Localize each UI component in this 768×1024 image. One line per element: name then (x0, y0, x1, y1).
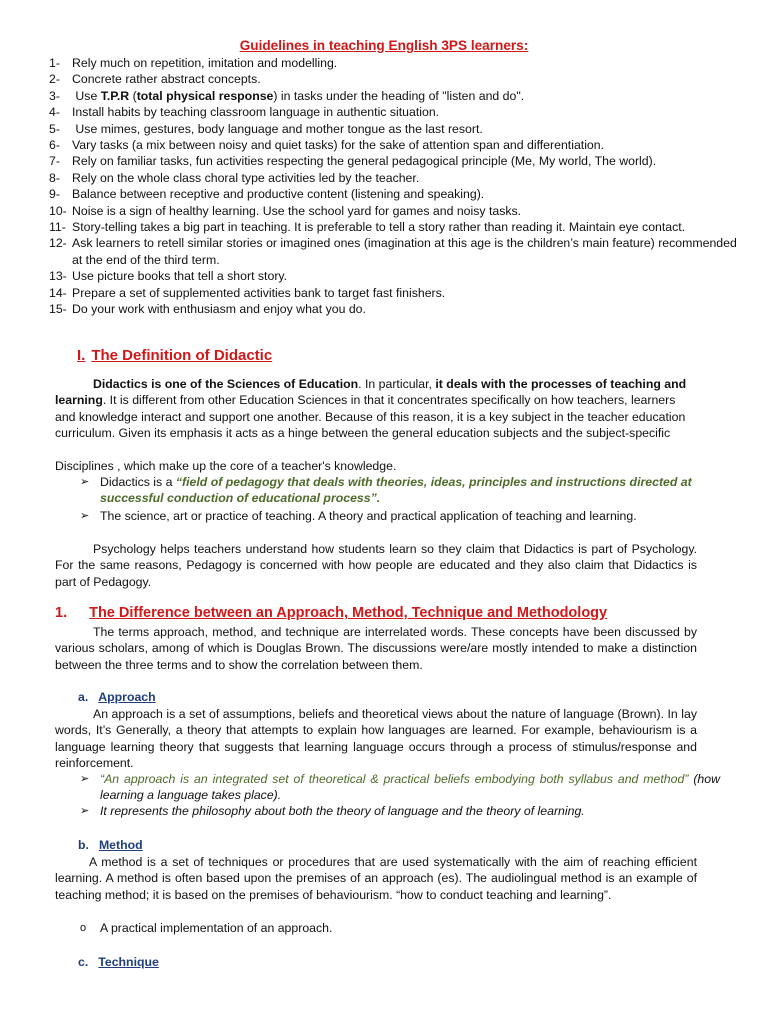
bullet-item: ➢ Didactics is a “field of pedagogy that deals with theories, ideas, principles and instructions directed at successful conduction of educational process”. (80, 475, 692, 506)
bullet-item: ➢ It represents the philosophy about both the theory of language and the theory of learning. (80, 804, 585, 818)
list-item: 8- Rely on the whole class choral type activities led by the teacher. (49, 170, 420, 185)
approach-paragraph: An approach is a set of assumptions, beliefs and theoretical views about the nature of language (Brown). In lay words, It’s Generally, a theory that attempts to explain how languages are learned. For example, behaviourism is a language learning theory that suggests that learning language occurs through a process of stimulus/response and reinforcement. (55, 707, 697, 771)
list-item: 5- Use mimes, gestures, body language and mother tongue as the last resort. (49, 121, 483, 136)
arrow-bullet-icon: ➢ (80, 773, 90, 785)
arrow-bullet-icon: ➢ (80, 805, 90, 817)
list-item: 13- Use picture books that tell a short story. (49, 269, 288, 284)
method-paragraph: A method is a set of techniques or procedures that are used systematically with the aim of reaching efficient learning. A method is often based upon the premises of an approach (es). The audiolingual method is an example of teaching method; it is based on the premises of behaviourism. “how to conduct teaching and learning”. (55, 855, 697, 902)
list-item: 11- Story-telling takes a big part in teaching. It is preferable to tell a story rather than reading it. Maintain eye contact. (49, 220, 686, 235)
arrow-bullet-icon: ➢ (80, 476, 90, 488)
document-title: Guidelines in teaching English 3PS learners: (239, 38, 529, 53)
circle-bullet-icon: o (80, 922, 87, 934)
subheading-technique: c. Technique (78, 955, 159, 969)
list-item: 1- Rely much on repetition, imitation and modelling. (49, 56, 338, 70)
list-item: 4- Install habits by teaching classroom language in authentic situation. (49, 105, 440, 120)
psychology-paragraph: Psychology helps teachers understand how students learn so they claim that Didactics is part of Psychology. For the same reasons, Pedagogy is concerned with how people are educated and they also claim that Didactics is part of Pedagogy. (55, 542, 697, 589)
bullet-item: ➢ The science, art or practice of teaching. A theory and practical application of teaching and learning. (80, 509, 637, 523)
list-item: 3- Use T.P.R (total physical response) in tasks under the heading of "listen and do". (49, 88, 525, 103)
section-heading-didactic: I. The Definition of Didactic (77, 347, 273, 364)
list-item: 9- Balance between receptive and productive content (listening and speaking). (49, 187, 485, 202)
didactics-paragraph: Didactics is one of the Sciences of Education. In particular, it deals with the processes of teaching and learning. It is different from other Education Sciences in that it concentrates specifically on how teachers, learners and knowledge interact and support one another. Because of this reason, it is a key subject in the teacher education curriculum. Given its emphasis it acts as a hinge between the general education subjects and the subject-specific (55, 377, 687, 441)
didactics-paragraph-line: Disciplines , which make up the core of a teacher's knowledge. (55, 459, 397, 473)
arrow-bullet-icon: ➢ (80, 510, 90, 522)
list-item: 2- Concrete rather abstract concepts. (49, 72, 261, 87)
list-item: 6- Vary tasks (a mix between noisy and quiet tasks) for the sake of attention span and differentiation. (49, 138, 605, 153)
subheading-approach: a. Approach (78, 690, 156, 704)
bullet-item: ➢ “An approach is an integrated set of theoretical & practical beliefs embodying both syllabus and method” (how learning a language takes place). (80, 772, 720, 803)
list-item: 10- Noise is a sign of healthy learning. Use the school yard for games and noisy tasks. (49, 203, 522, 218)
list-item: 15- Do your work with enthusiasm and enjoy what you do. (49, 302, 366, 317)
list-item: 14- Prepare a set of supplemented activities bank to target fast finishers. (49, 285, 446, 300)
bullet-item: o A practical implementation of an approach. (80, 921, 333, 935)
list-item: 7- Rely on familiar tasks, fun activities respecting the general pedagogical principle (Me, My world, The world). (49, 154, 657, 169)
guidelines-list (49, 55, 742, 318)
section-heading-difference: 1. The Difference between an Approach, Method, Technique and Methodology (55, 605, 608, 621)
list-item: 12- Ask learners to retell similar stories or imagined ones (imagination at this age is the children’s main feature) recommended at the end of the third term. (49, 236, 737, 267)
subheading-method: b. Method (78, 838, 143, 852)
terms-paragraph: The terms approach, method, and technique are interrelated words. These concepts have been discussed by various scholars, among of which is Douglas Brown. The discussions were/are mostly intended to make a distinction between the three terms and to show the correlation between them. (55, 625, 697, 672)
